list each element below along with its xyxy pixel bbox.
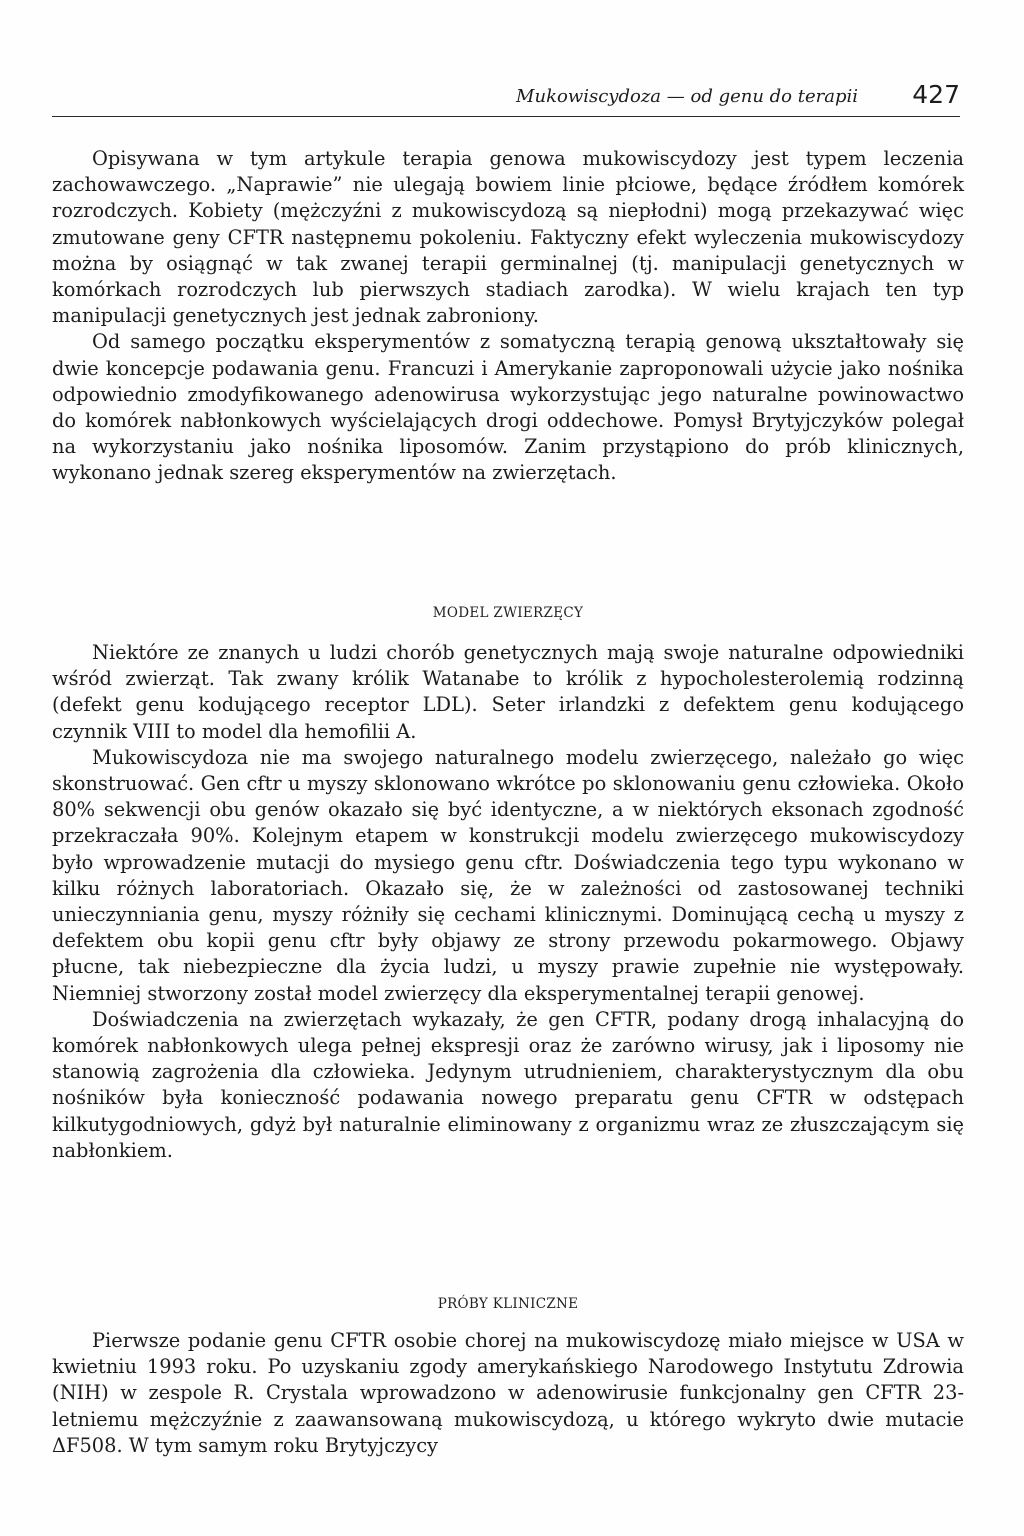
paragraph: Pierwsze podanie genu CFTR osobie chorej na mukowiscydozę miało miejsce w USA w kwietniu 1993 roku. Po uzyskaniu zgody amerykańskiego Narodowego Instytutu Zdrowia (NIH) w zespole R. Crystala wprowadzono w adenowirusie funkcjonalny gen CFTR 23-letniemu mężczyźnie z zaawansowaną mukowiscydozą, u którego wykryto dwie mutacie ΔF508. W tym samym roku Brytyjczycy	[52, 1329, 964, 1457]
clinical-trials-section	[52, 1328, 964, 1459]
paragraph: Opisywana w tym artykule terapia genowa mukowiscydozy jest typem leczenia zachowawczego. „Naprawie” nie ulegają bowiem linie płciowe, będące źródłem komórek rozrodczych. Kobiety (mężczyźni z mukowiscydozą są niepłodni) mogą przekazywać więc zmutowane geny CFTR następnemu pokoleniu. Faktyczny efekt wyleczenia mukowiscydozy można by osiągnąć w tak zwanej terapii germinalnej (tj. manipulacji genetycznych w komórkach rozrodczych lub pierwszych stadiach zarodka). W wielu krajach ten typ manipulacji genetycznych jest jednak zabroniony.	[52, 147, 964, 328]
page-number: 427	[912, 80, 960, 109]
paragraph: Od samego początku eksperymentów z somatyczną terapią genową ukształtowały się dwie koncepcje podawania genu. Francuzi i Amerykanie zaproponowali użycie jako nośnika odpowiednio zmodyfikowanego adenowirusa wykorzystując jego naturalne powinowactwo do komórek nabłonkowych wyścielających drogi oddechowe. Pomysł Brytyjczyków polegał na wykorzystaniu jako nośnika liposomów. Zanim przystąpiono do prób klinicznych, wykonano jednak szereg eksperymentów na zwierzętach.	[52, 330, 964, 485]
section-heading-clinical-trials: PRÓBY KLINICZNE	[437, 1296, 579, 1312]
intro-section	[52, 146, 964, 487]
animal-model-section	[52, 640, 964, 1164]
section-heading-animal-model: MODEL ZWIERZĘCY	[432, 605, 584, 621]
running-header	[52, 82, 960, 117]
paragraph: Niektóre ze znanych u ludzi chorób genetycznych mają swoje naturalne odpowiedniki wśród zwierząt. Tak zwany królik Watanabe to królik z hypocholesterolemią rodzinną (defekt genu kodującego receptor LDL). Seter irlandzki z defektem genu kodującego czynnik VIII to model dla hemofilii A.	[52, 641, 964, 743]
running-title: Mukowiscydoza — od genu do terapii	[516, 86, 858, 107]
paragraph: Doświadczenia na zwierzętach wykazały, że gen CFTR, podany drogą inhalacyjną do komórek nabłonkowych ulega pełnej ekspresji oraz że zarówno wirusy, jak i liposomy nie stanowią zagrożenia dla człowieka. Jedynym utrudnieniem, charakterystycznym dla obu nośników była konieczność podawania nowego preparatu genu CFTR w odstępach kilkutygodniowych, gdyż był naturalnie eliminowany z organizmu wraz ze złuszczającym się nabłonkiem.	[52, 1007, 964, 1162]
paragraph: Mukowiscydoza nie ma swojego naturalnego modelu zwierzęcego, należało go więc skonstruować. Gen cftr u myszy sklonowano wkrótce po sklonowaniu genu człowieka. Około 80% sekwencji obu genów okazało się być identyczne, a w niektórych eksonach zgodność przekraczała 90%. Kolejnym etapem w konstrukcji modelu zwierzęcego mukowiscydozy było wprowadzenie mutacji do mysiego genu cftr. Doświadczenia tego typu wykonano w kilku różnych laboratoriach. Okazało się, że w zależności od zastosowanej techniki unieczynniania genu, myszy różniły się cechami klinicznymi. Dominującą cechą u myszy z defektem obu kopii genu cftr były objawy ze strony przewodu pokarmowego. Objawy płucne, tak niebezpieczne dla życia ludzi, u myszy prawie zupełnie nie występowały. Niemniej stworzony został model zwierzęcy dla eksperymentalnej terapii genowej.	[52, 745, 964, 1005]
